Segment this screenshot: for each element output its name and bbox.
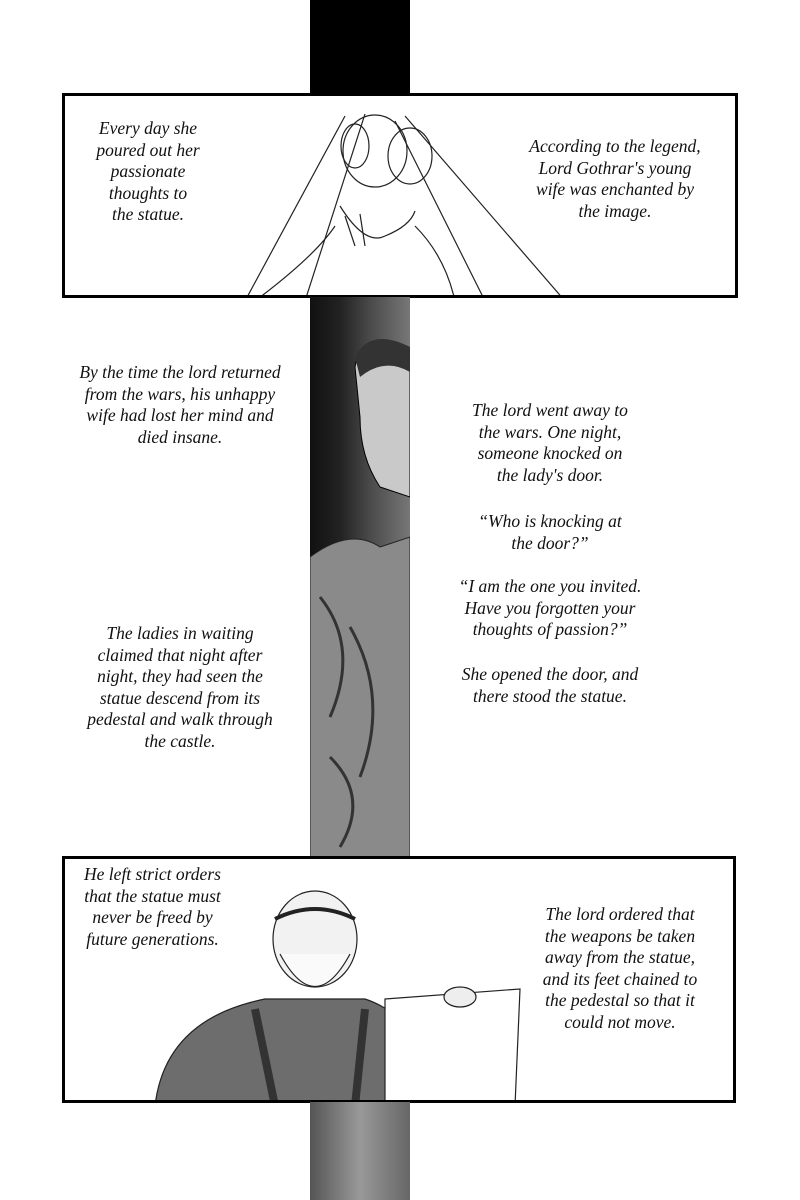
black-gutter-strip [310, 0, 410, 95]
caption-box: The ladies in waiting claimed that night after night, they had seen the statue descend from its pedestal and walk through the castle. [87, 623, 273, 751]
caption-box: He left strict orders that the statue must never be freed by future generations. [84, 864, 221, 949]
caption-box: The lord went away to the wars. One night, someone knocked on the lady's door. [472, 400, 628, 485]
caption-box: She opened the door, and there stood the statue. [461, 664, 639, 706]
caption-box: “Who is knocking at the door?” [478, 511, 622, 553]
statue-illustration [310, 297, 410, 857]
panel-lord [62, 856, 736, 1103]
caption-box: By the time the lord returned from the wars, his unhappy wife had lost her mind and died insane. [79, 362, 281, 447]
panel-bride [62, 93, 738, 298]
caption-box: The lord ordered that the weapons be taken away from the statue, and its feet chained to the pedestal so that it could not move. [542, 904, 698, 1032]
statue-robe-strip [310, 1102, 410, 1200]
caption-box: “I am the one you invited. Have you forgotten your thoughts of passion?” [458, 576, 642, 639]
caption-box: According to the legend, Lord Gothrar's young wife was enchanted by the image. [529, 136, 701, 221]
caption-box: Every day she poured out her passionate thoughts to the statue. [96, 118, 200, 224]
